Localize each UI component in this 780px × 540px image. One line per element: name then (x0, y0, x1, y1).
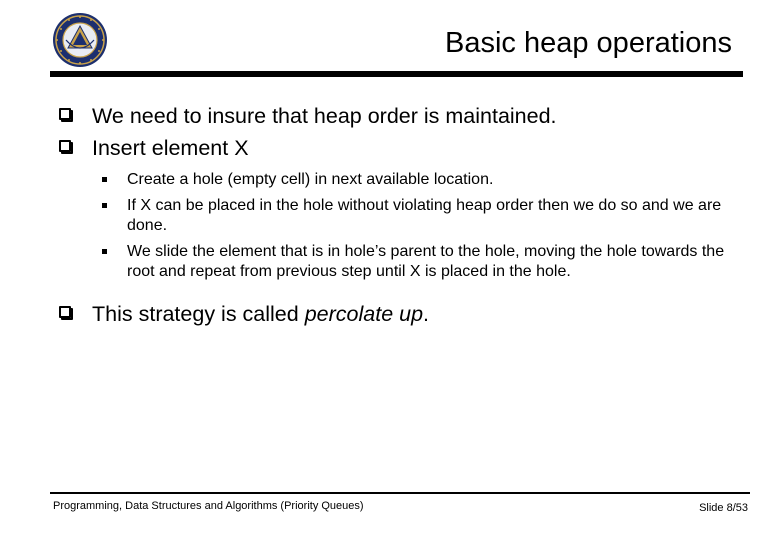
bullet-item (56, 100, 746, 132)
sub-bullet-text: We slide the element that is in hole’s parent to the hole, moving the hole towards the root and repeat from previous step until X is placed in the hole. (127, 243, 725, 280)
bullet-item (56, 298, 746, 330)
bullet-item (56, 132, 746, 164)
bullet-text: We need to insure that heap order is maintained. (92, 104, 557, 128)
checkbox-bullet-icon (59, 108, 71, 120)
square-bullet-icon (102, 203, 107, 208)
square-bullet-icon (102, 177, 107, 182)
bullet-text: Insert element X (92, 136, 249, 160)
slide-title: Basic heap operations (445, 27, 732, 59)
checkbox-bullet-icon (59, 140, 71, 152)
university-seal-icon (52, 12, 108, 68)
square-bullet-icon (102, 249, 107, 254)
bullet-emphasis: percolate up (304, 302, 424, 326)
slide-body (56, 100, 746, 330)
sub-bullet-item (56, 170, 746, 190)
checkbox-bullet-icon (59, 306, 71, 318)
bullet-text-prefix: This strategy is called (92, 302, 305, 326)
sub-bullet-list (56, 170, 746, 282)
sub-bullet-item (56, 196, 746, 236)
title-divider (50, 71, 743, 77)
sub-bullet-text: If X can be placed in the hole without violating heap order then we do so and we are done. (127, 197, 722, 234)
bullet-text-suffix: . (423, 302, 430, 326)
sub-bullet-text: Create a hole (empty cell) in next available location. (127, 171, 494, 188)
slide-number: Slide 8/53 (699, 502, 748, 514)
footer-divider (50, 492, 750, 494)
sub-bullet-item (56, 242, 746, 282)
footer-course-title: Programming, Data Structures and Algorithms (Priority Queues) (53, 500, 364, 512)
